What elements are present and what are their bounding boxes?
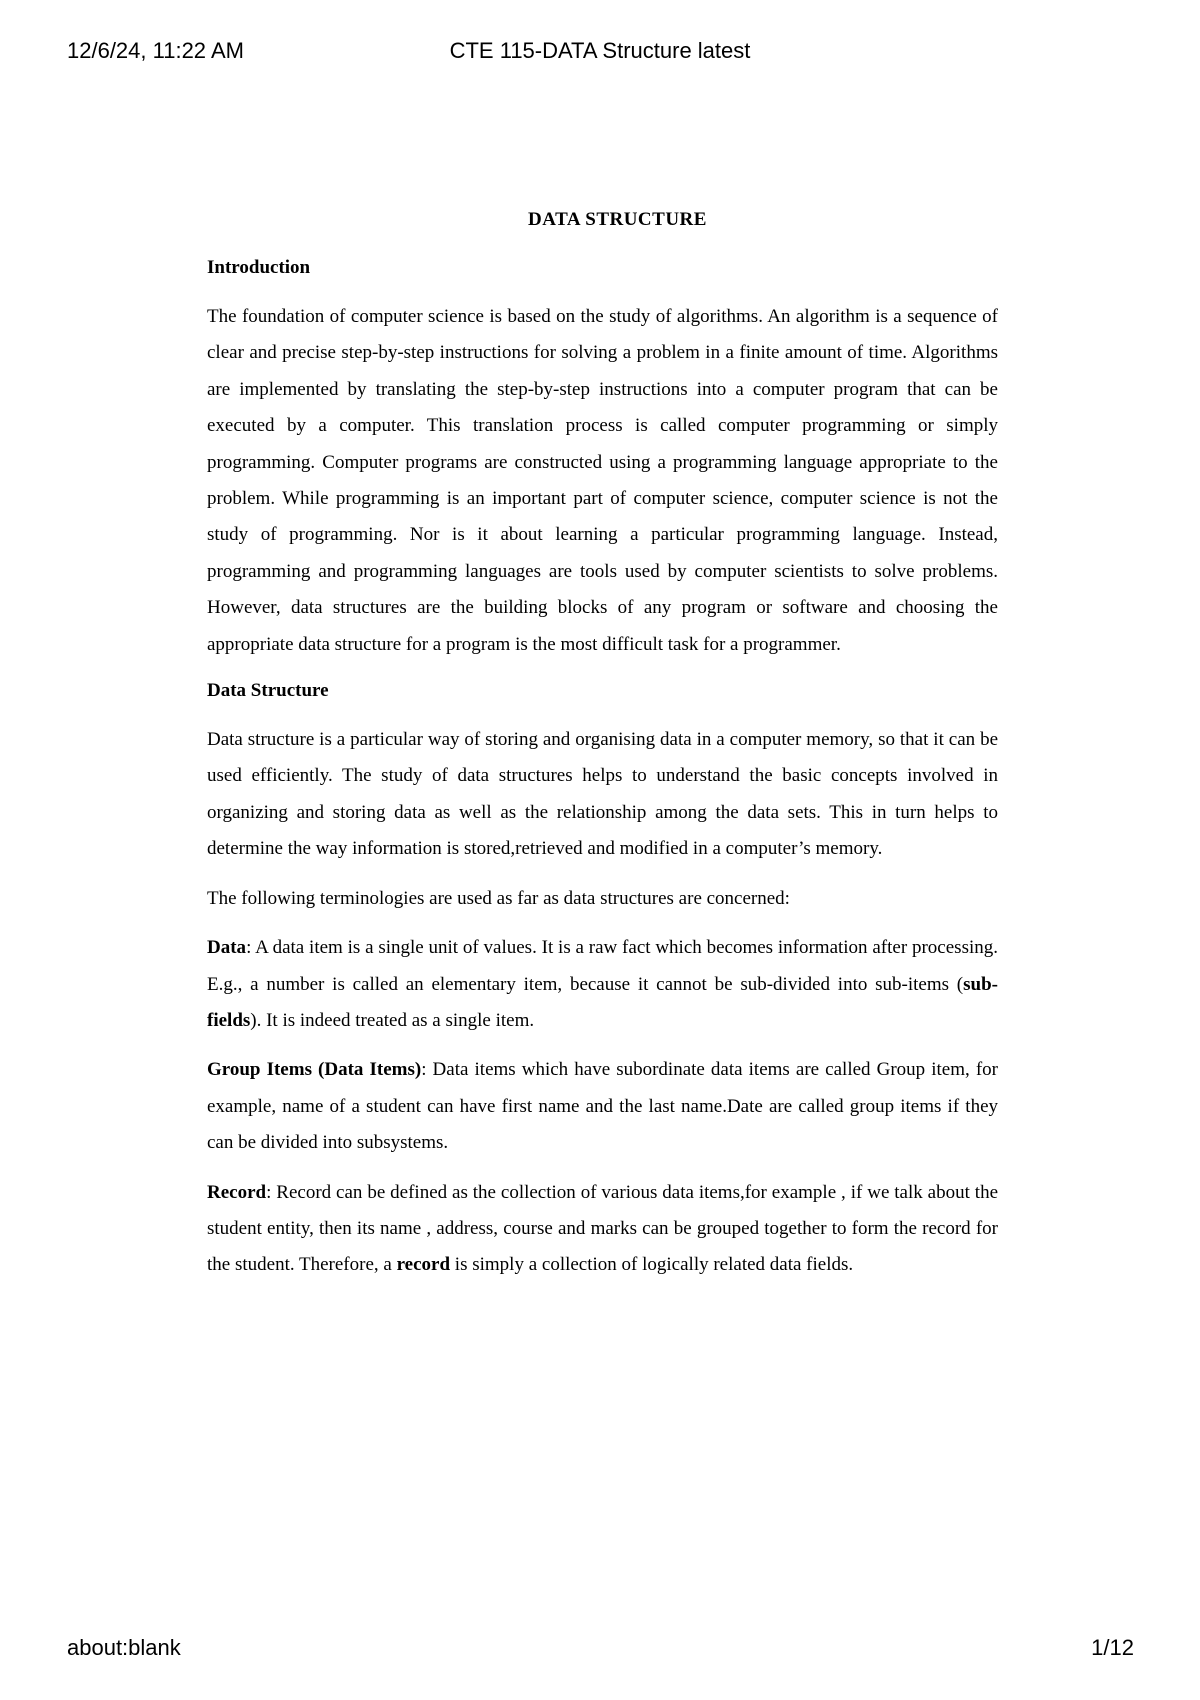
terminology-intro-paragraph: The following terminologies are used as far as data structures are concerned: [207,887,790,909]
term-group-items-paragraph [207,1052,998,1161]
term-group-items-label: Group Items (Data Items) [207,1059,422,1081]
print-datetime: 12/6/24, 11:22 AM [67,38,244,63]
term-record-bold: record [396,1254,451,1276]
term-data-paragraph [207,930,998,1039]
document-page [207,205,998,1297]
term-data-bold: sub-fields [207,973,998,1031]
term-record-label: Record [207,1181,267,1203]
term-group-items-text: : Data items which have subordinate data items are called Group item, for example, name of a student can have first name and the last name.Date are called group items if they can be divided into subsystems. [207,1059,998,1154]
data-structure-heading: Data Structure [207,680,329,702]
term-record-paragraph [207,1175,998,1284]
print-url: about:blank [67,1635,181,1660]
term-record-text-after: is simply a collection of logically related data fields. [450,1254,854,1276]
document-title: DATA STRUCTURE [528,209,707,230]
print-page-number: 1/12 [1091,1635,1134,1660]
intro-heading: Introduction [207,257,311,278]
term-data-label: Data [207,937,247,959]
term-data-text-after: ). It is indeed treated as a single item. [250,1009,535,1031]
print-footer [0,1635,1200,1675]
data-structure-paragraph: Data structure is a particular way of storing and organising data in a computer memory, so that it can be used efficiently. The study of data structures helps to understand the basic concepts involved in organizing and storing data as well as the relationship among the data sets. This in turn helps to determine the way information is stored,retrieved and modified in a computer’s memory. [207,729,998,860]
term-record-text-before: : Record can be defined as the collection of various data items,for example , if we talk about the student entity, then its name , address, course and marks can be grouped together to form the record for the student. Therefore, a [207,1181,998,1276]
term-data-text-before: : A data item is a single unit of values. It is a raw fact which becomes information after processing. E.g., a number is called an elementary item, because it cannot be sub-divided into sub-items ( [207,937,998,995]
print-doc-title: CTE 115-DATA Structure latest [449,38,751,63]
print-header [0,38,1200,78]
intro-paragraph: The foundation of computer science is based on the study of algorithms. An algorithm is a sequence of clear and precise step-by-step instructions for solving a problem in a finite amount of time. Algorithms are implemented by translating the step-by-step instructions into a computer program that can be executed by a computer. This translation process is called computer programming or simply programming. Computer programs are constructed using a programming language appropriate to the problem. While programming is an important part of computer science, computer science is not the study of programming. Nor is it about learning a particular programming language. Instead, programming and programming languages are tools used by computer scientists to solve problems. However, data structures are the building blocks of any program or software and choosing the appropriate data structure for a program is the most difficult task for a programmer. [207,306,998,655]
